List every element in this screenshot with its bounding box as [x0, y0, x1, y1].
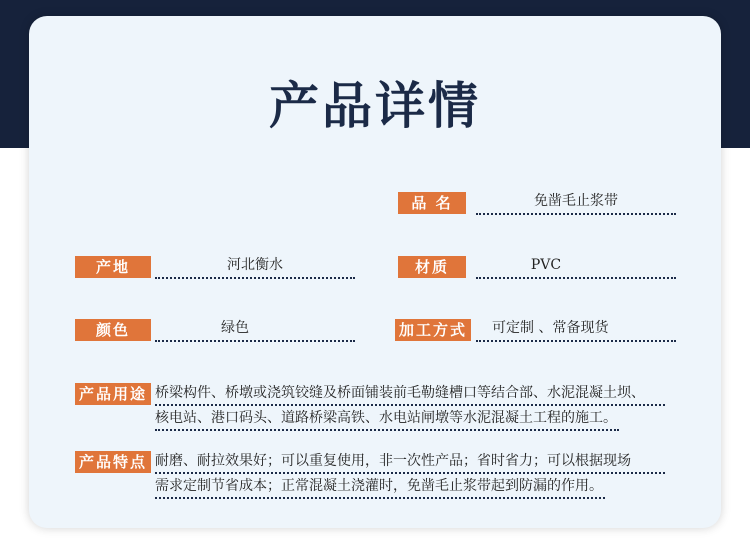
field-value-origin: 河北衡水 [227, 257, 283, 273]
features-text [155, 449, 665, 499]
features-line-2: 需求定制节省成本；正常混凝土浇灌时，免凿毛止浆带起到防漏的作用。 [155, 474, 605, 499]
field-underline-color [155, 340, 355, 342]
field-label-origin: 产地 [75, 256, 151, 278]
field-label-name: 品 名 [398, 192, 466, 214]
field-value-color: 绿色 [221, 320, 249, 336]
field-label-process: 加工方式 [395, 319, 471, 341]
field-underline-name [476, 213, 676, 215]
usage-label: 产品用途 [75, 383, 151, 405]
features-label: 产品特点 [75, 451, 151, 473]
field-label-color: 颜色 [75, 319, 151, 341]
field-underline-origin [155, 277, 355, 279]
field-label-material: 材质 [398, 256, 466, 278]
features-line-1: 耐磨、耐拉效果好；可以重复使用，非一次性产品；省时省力；可以根据现场 [155, 449, 665, 474]
field-value-name: 免凿毛止浆带 [534, 193, 618, 209]
field-underline-material [476, 277, 676, 279]
field-value-process: 可定制 、常备现货 [492, 320, 609, 336]
usage-text [155, 381, 665, 431]
field-underline-process [476, 340, 676, 342]
usage-line-2: 核电站、港口码头、道路桥梁高铁、水电站闸墩等水泥混凝土工程的施工。 [155, 406, 619, 431]
field-value-material: PVC [530, 257, 562, 273]
usage-line-1: 桥梁构件、桥墩或浇筑铰缝及桥面铺装前毛勒缝槽口等结合部、水泥混凝土坝、 [155, 381, 665, 406]
page-title: 产品详情 [269, 76, 481, 135]
